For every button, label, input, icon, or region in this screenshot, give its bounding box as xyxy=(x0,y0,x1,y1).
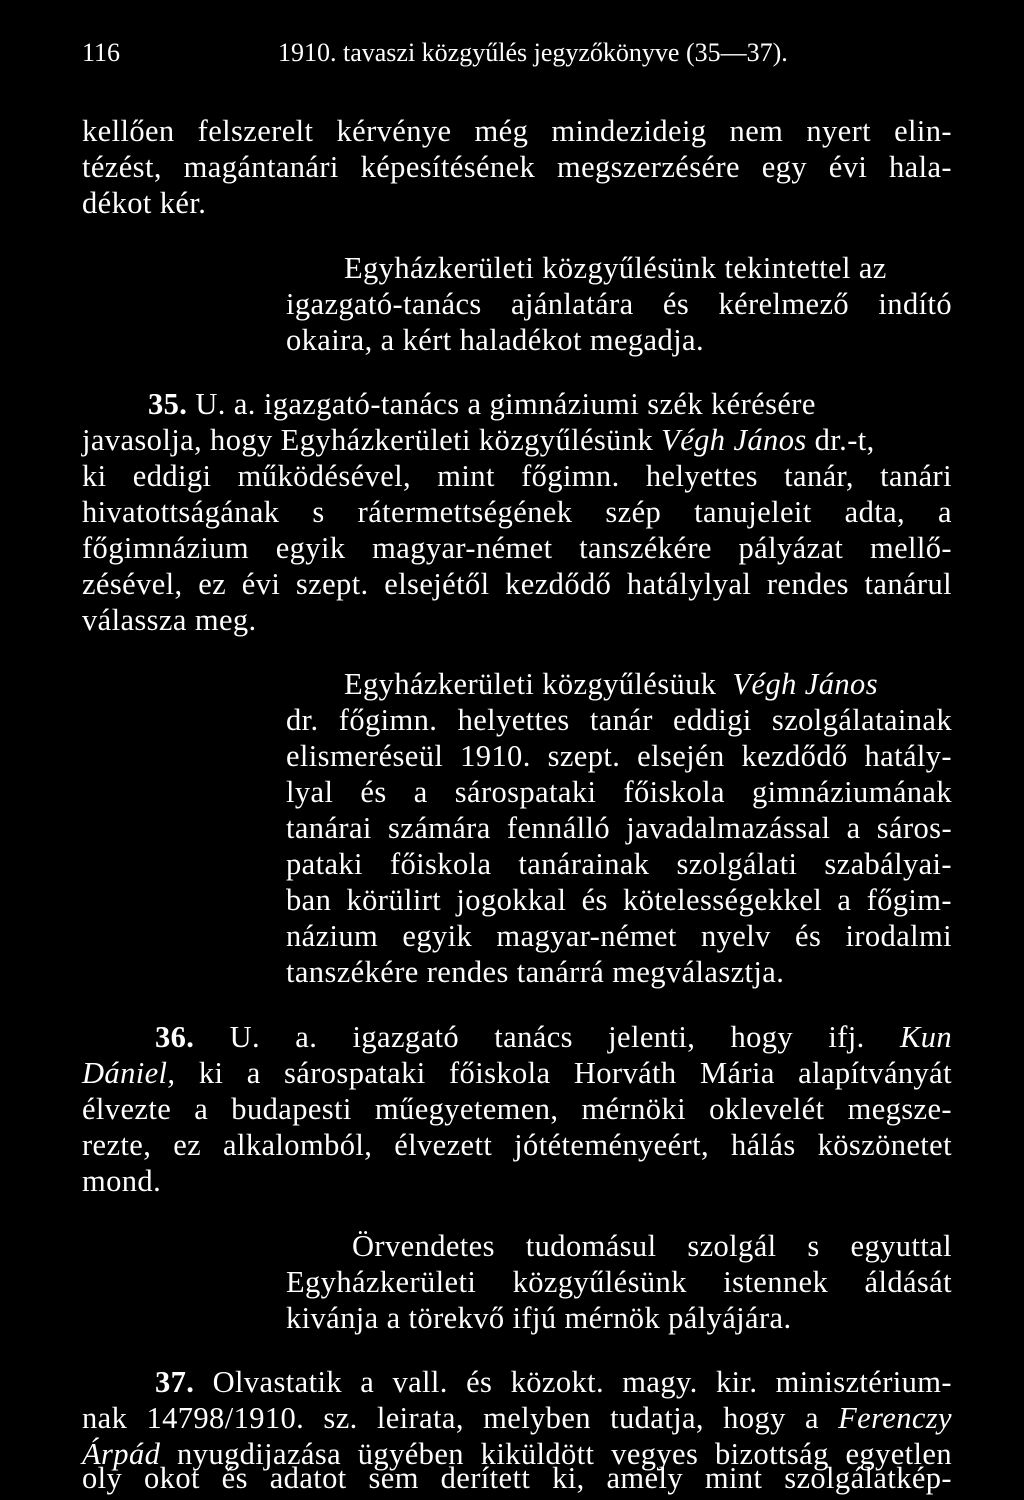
person-name: Ferenczy xyxy=(838,1401,952,1435)
item-number: 35. xyxy=(148,387,188,421)
text-line: rezte, ez alkalomból, élvezett jótéteményeért, hálás köszönetet xyxy=(82,1128,952,1162)
text-line: hivatottságának s rátermettségének szép tanujeleit adta, a xyxy=(82,495,952,529)
person-name: Árpád xyxy=(82,1437,161,1471)
text-line: élvezte a budapesti műegyetemen, mérnöki oklevelét megsze- xyxy=(82,1092,952,1126)
page-number: 116 xyxy=(82,38,121,67)
text-line: tanszékére rendes tanárrá megválasztja. xyxy=(286,955,785,989)
text-line: Árpád nyugdijazása ügyében kiküldött vegyes bizottság egyetlen xyxy=(82,1437,952,1471)
text-line: lyal és a sárospataki főiskola gimnáziumának xyxy=(286,775,952,809)
person-name: Végh János xyxy=(732,667,878,701)
text-line: Örvendetes tudomásul szolgál s egyuttal xyxy=(352,1229,952,1263)
text-line: oly okot és adatot sem derített ki, amely mint szolgálatkép- xyxy=(82,1461,952,1495)
text-line: tézést, magántanári képesítésének megszerzésére egy évi hala- xyxy=(82,150,952,184)
text-line: Egyházkerületi közgyűlésünk istennek áldását xyxy=(286,1265,952,1299)
text-line: ban körülirt jogokkal és kötelességekkel a főgim- xyxy=(286,883,952,917)
person-name: Végh János xyxy=(661,423,807,457)
text-line: pataki főiskola tanárainak szolgálati szabályai- xyxy=(286,847,952,881)
text-line: kivánja a törekvő ifjú mérnök pályájára. xyxy=(286,1301,792,1335)
item-number: 36. xyxy=(155,1020,195,1054)
text-line: igazgató-tanács ajánlatára és kérelmező indító xyxy=(286,287,952,321)
text-line: kellően felszerelt kérvénye még mindezideig nem nyert elin- xyxy=(82,114,952,148)
text-line: Dániel, ki a sárospataki főiskola Horváth Mária alapítványát xyxy=(82,1056,952,1090)
running-title: 1910. tavaszi közgyűlés jegyzőkönyve (35—37). xyxy=(278,38,788,67)
person-name: Dániel, xyxy=(82,1056,176,1090)
text-line: okaira, a kért haladékot megadja. xyxy=(286,323,704,357)
text-line: dr. főgimn. helyettes tanár eddigi szolgálatainak xyxy=(286,703,952,737)
text-line: Egyházkerületi közgyűlésünk tekintettel az xyxy=(344,251,887,285)
text-line: dékot kér. xyxy=(82,186,207,220)
text-line: zésével, ez évi szept. elsejétől kezdődő hatálylyal rendes tanárul xyxy=(82,567,952,601)
text-line: válassza meg. xyxy=(82,603,257,637)
item-36-line: 36. U. a. igazgató tanács jelenti, hogy ifj. Kun xyxy=(155,1020,952,1054)
text-line: elismeréseül 1910. szept. elsején kezdődő hatály- xyxy=(286,739,952,773)
text-line: názium egyik magyar-német nyelv és irodalmi xyxy=(286,919,952,953)
text-line: ki eddigi működésével, mint főgimn. helyettes tanár, tanári xyxy=(82,459,952,493)
text-line: javasolja, hogy Egyházkerületi közgyűlésünk Végh János dr.-t, xyxy=(82,423,875,457)
item-37-line: 37. Olvastatik a vall. és közokt. magy. kir. minisztérium- xyxy=(155,1365,952,1399)
text-line: főgimnázium egyik magyar-német tanszékére pályázat mellő- xyxy=(82,531,952,565)
person-name: Kun xyxy=(899,1020,952,1054)
text-line: nak 14798/1910. sz. leirata, melyben tudatja, hogy a Ferenczy xyxy=(82,1401,952,1435)
text-line: tanárai számára fennálló javadalmazással a sáros- xyxy=(286,811,952,845)
text-line: Egyházkerületi közgyűlésüuk Végh János xyxy=(344,667,878,701)
item-number: 37. xyxy=(155,1365,195,1399)
text-line: mond. xyxy=(82,1164,162,1198)
item-35-line: 35. U. a. igazgató-tanács a gimnáziumi szék kérésére xyxy=(148,387,816,421)
